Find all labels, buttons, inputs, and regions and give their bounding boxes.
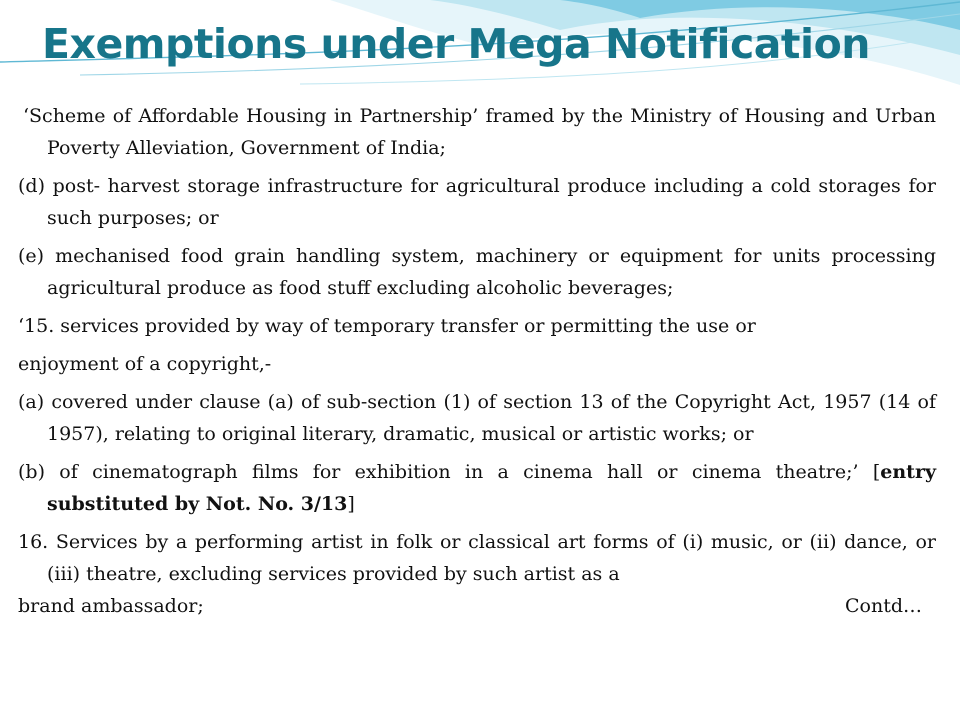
- paragraph-clause-e: (e) mechanised food grain handling system, machinery or equipment for units processing agricultural produce as food stuff excluding alcoholic beverages;: [18, 245, 936, 299]
- paragraph-clause-d: (d) post- harvest storage infrastructure for agricultural produce including a cold storages for such purposes; or: [18, 175, 936, 229]
- paragraph-copyright: enjoyment of a copyright,-: [18, 353, 272, 375]
- paragraph-clause-b: [18, 456, 936, 520]
- continued-marker: Contd…: [844, 595, 922, 617]
- entry-16-ending: brand ambassador;: [18, 595, 204, 617]
- substitution-close-bracket: ]: [347, 493, 355, 515]
- entry-16-text: 16. Services by a performing artist in folk or classical art forms of (i) music, or (ii) dance, or (iii) theatre, excluding services provided by such artist as a: [18, 531, 936, 585]
- paragraph-entry-15: ‘15. services provided by way of temporary transfer or permitting the use or: [18, 315, 756, 337]
- paragraph-entry-16: [18, 526, 936, 622]
- paragraph-clause-a: (a) covered under clause (a) of sub-section (1) of section 13 of the Copyright Act, 1957 (14 of 1957), relating to original literary, dramatic, musical or artistic works; or: [18, 391, 936, 445]
- slide-body: [18, 100, 936, 622]
- entry-16-last-line: [18, 590, 936, 622]
- paragraph-affordable-housing: ‘Scheme of Affordable Housing in Partnership’ framed by the Ministry of Housing and Urban Poverty Alleviation, Government of India;: [23, 105, 936, 159]
- clause-b-text: (b) of cinematograph films for exhibition in a cinema hall or cinema theatre;’: [18, 461, 859, 483]
- slide-title: Exemptions under Mega Notification: [42, 20, 870, 68]
- substitution-open-bracket: [: [872, 461, 881, 483]
- substitution-note: entry substituted by Not. No. 3/13: [47, 461, 936, 515]
